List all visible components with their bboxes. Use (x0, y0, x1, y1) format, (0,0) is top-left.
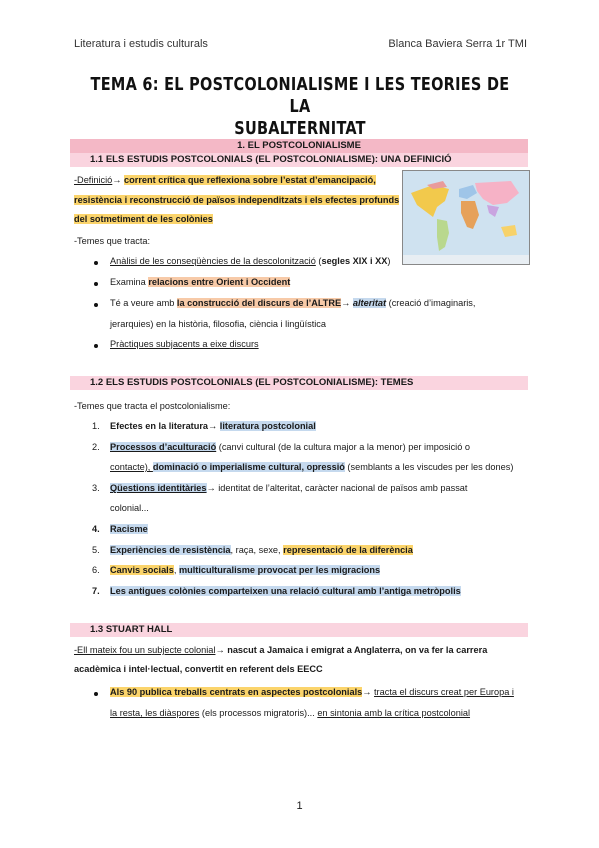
right-arrow-icon: → (208, 421, 218, 431)
list-item-continuation: colonial... (110, 503, 149, 513)
section-1-heading: 1. EL POSTCOLONIALISME (70, 139, 528, 153)
bullet-icon (94, 261, 98, 265)
list-item-continuation: contacte), dominació o imperialisme cultural, opressió (semblants a les viscudes per les dones) (110, 462, 514, 472)
world-map-image (402, 170, 530, 265)
right-arrow-icon: → (341, 298, 353, 308)
list-item: Efectes en la literatura→ literatura postcolonial (110, 421, 316, 431)
definition-line-1 (74, 175, 376, 186)
temes-intro: -Temes que tracta el postcolonialisme: (74, 401, 231, 411)
bullet-icon (94, 282, 98, 286)
right-arrow-icon: → (362, 687, 374, 697)
list-item: Als 90 publica treballs centrats en aspectes postcolonials→ tracta el discurs creat per Europa i (110, 687, 514, 697)
title-line-2: SUBALTERNITAT (234, 119, 366, 139)
bullet-icon (94, 692, 98, 696)
list-item: Processos d’aculturació (canvi cultural (de la cultura major a la menor) per imposició o (110, 442, 470, 452)
list-item: Anàlisi de les conseqüències de la descolonització (segles XIX i XX) (110, 256, 391, 266)
page-number: 1 (296, 800, 303, 812)
list-item: Qüestions identitàries→ identitat de l’alteritat, caràcter nacional de països amb passat (110, 483, 468, 493)
definition-label: -Definició (74, 175, 113, 185)
list-item-continuation: la resta, les diàspores (els processos migratoris)... en sintonia amb la crítica postcolonial (110, 708, 471, 718)
title-line-1: TEMA 6: EL POSTCOLONIALISME I LES TEORIES DE LA (90, 75, 510, 117)
right-arrow-icon: → (112, 175, 122, 185)
bullet-icon (94, 303, 98, 307)
definition-highlight-1: corrent crítica que reflexiona sobre l’estat d’emancipació, (124, 175, 376, 185)
paragraph-line: acadèmica i intel·lectual, convertit en referent dels EECC (74, 664, 323, 674)
list-item: Té a veure amb la construcció del discurs de l’ALTRE→ alteritat (creació d’imaginaris, (110, 298, 476, 308)
header-course: Literatura i estudis culturals (74, 38, 208, 50)
list-item: Experiències de resistència, raça, sexe, representació de la diferència (110, 545, 413, 555)
temes-label: -Temes que tracta: (74, 236, 151, 246)
definition-line-3: del sotmetiment de les colònies (74, 214, 213, 224)
paragraph-line: -Ell mateix fou un subjecte colonial→ nascut a Jamaica i emigrat a Anglaterra, on va fer la carrera (74, 645, 488, 655)
page-title (88, 74, 511, 140)
list-item: Les antigues colònies comparteixen una relació cultural amb l’antiga metròpolis (110, 586, 461, 596)
section-1-2-heading: 1.2 ELS ESTUDIS POSTCOLONIALS (EL POSTCOLONIALISME): TEMES (70, 376, 528, 390)
right-arrow-icon: → (215, 645, 225, 655)
list-item: Canvis socials, multiculturalisme provocat per les migracions (110, 565, 381, 575)
bullet-icon (94, 344, 98, 348)
right-arrow-icon: → (206, 483, 216, 493)
list-item: Racisme (110, 524, 148, 534)
list-item-continuation: jerarquies) en la història, filosofia, ciència i lingüística (110, 319, 327, 329)
header-author: Blanca Baviera Serra 1r TMI (388, 38, 527, 50)
list-item: Examina relacions entre Orient i Occident (110, 277, 291, 287)
section-1-1-heading: 1.1 ELS ESTUDIS POSTCOLONIALS (EL POSTCOLONIALISME): UNA DEFINICIÓ (70, 153, 528, 167)
document-page: Literatura i estudis culturals Blanca Baviera Serra 1r TMI TEMA 6: EL POSTCOLONIALISME I LES TEORIES DE LA SUBALTERNITAT 1. EL POSTCOLONIALISME 1.1 ELS ESTUDIS POSTCOLONIALS (EL POSTCOLONIALISME): UNA DEFINICIÓ -Definició→ corrent crítica que reflexiona sobre l’estat d’emancipació, resistència i reconstrucció de països independitzats i els efectes profunds del sotmetiment de les colònies -Temes que tracta: Anàlisi de les conseqüències de la descolonització (segles XIX i XX) Examina relacions entre Orient i Occident Té a veure amb la construcció del discurs de l’ALTRE→ alteritat (creació d’imaginaris, jerarquies) en la història, filosofia, ciència i lingüística Pràctiques subjacents a eixe discurs 1.2 ELS ESTUDIS POSTCOLONIALS (EL POSTCOLONIALISME): TEMES -Temes que tracta el postcolonialisme: 1. Efectes en la literatura→ literatura postcolonial 2. Processos d’aculturació (canvi cultural (de la cultura major a la menor) per imposició o contacte), dominació o imperialisme cultural, opressió (semblants a les viscudes per les dones) 3. Qüestions identitàries→ identitat de l’alteritat, caràcter nacional de països amb passat colonial... 4. Racisme 5. Experiències de resistència, raça, sexe, representació de la diferència 6. Canvis socials, multiculturalisme provocat per les migracions 7. Les antigues colònies comparteixen una relació cultural amb l’antiga metròpolis 1.3 STUART HALL -Ell mateix fou un subjecte colonial→ nascut a Jamaica i emigrat a Anglaterra, on va fer la carrera acadèmica i intel·lectual, convertit en referent dels EECC Als 90 publica treballs centrats en aspectes postcolonials→ tracta el discurs creat per Europa i la resta, les diàspores (els processos migratoris)... en sintonia amb la crítica postcolonial 1 (0, 0, 599, 848)
section-1-3-heading: 1.3 STUART HALL (70, 623, 528, 637)
list-item: Pràctiques subjacents a eixe discurs (110, 339, 259, 349)
definition-line-2: resistència i reconstrucció de països independitzats i els efectes profunds (74, 195, 400, 205)
